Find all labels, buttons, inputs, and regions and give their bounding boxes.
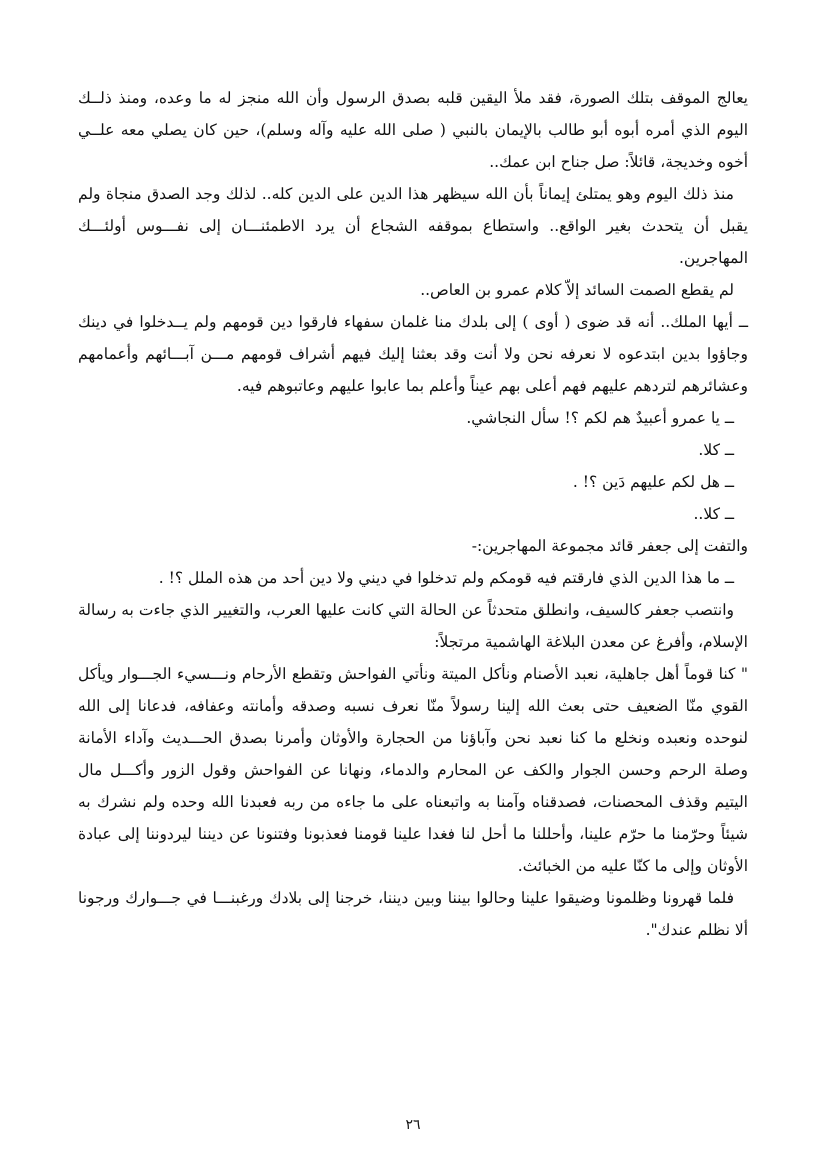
paragraph-10: ــ ما هذا الدين الذي فارقتم فيه قومكم ولم تدخلوا في ديني ولا دين أحد من هذه الملل ؟! . — [158, 569, 734, 587]
paragraph-9: والتفت إلى جعفر قائد مجموعة المهاجرين:- — [471, 537, 748, 555]
page-body — [78, 82, 748, 946]
paragraph-6: ــ كلا. — [698, 441, 734, 459]
paragraph-11: وانتصب جعفر كالسيف، وانطلق متحدثاً عن الحالة التي كانت عليها العرب، والتغيير الذي جاءت به رسالة الإسلام، وأفرغ عن معدن البلاغة الهاشمية مرتجلاً: — [78, 601, 748, 651]
paragraph-2: منذ ذلك اليوم وهو يمتلئ إيماناً بأن الله سيظهر هذا الدين على الدين كله.. لذلك وجد الصدق منجاة ولم يقبل أن يتحدث بغير الواقع.. واستطاع بموقفه الشجاع أن يرد الاطمئنـــان إلى نفـــوس أولئـــك المهاجرين. — [78, 185, 748, 267]
paragraph-3: لم يقطع الصمت السائد إلاّ كلام عمرو بن العاص.. — [420, 281, 734, 299]
paragraph-12: " كنا قوماً أهل جاهلية، نعبد الأصنام ونأكل الميتة ونأتي الفواحش وتقطع الأرحام ونـــسيء الجـــوار ويأكل القوي منّا الضعيف حتى بعث الله إلينا رسولاً منّا نعرف نسبه وصدقه وأمانته وعفافه، فدعانا إلى الله لنوحده ونعبده ونخلع ما كنا نعبد نحن وآباؤنا من الحجارة والأوثان وأمرنا بصدق الحـــديث وآداء الأمانة وصلة الرحم وحسن الجوار والكف عن المحارم والدماء، ونهانا عن الفواحش وقول الزور وأكـــل مال اليتيم وقذف المحصنات، فصدقناه وآمنا به واتبعناه على ما جاءه من ربه فعبدنا الله وحده ولم نشرك به شيئاً وحرّمنا ما حرّم علينا، وأحللنا ما أحل لنا فغدا علينا قومنا فعذبونا وفتنونا عن ديننا ليردوننا إلى عبادة الأوثان وإلى ما كنّا عليه من الخبائث. — [78, 665, 748, 875]
paragraph-7: ــ هل لكم عليهم دَين ؟! . — [572, 473, 734, 491]
paragraph-8: ــ كلا.. — [693, 505, 734, 523]
paragraph-1: يعالج الموقف بتلك الصورة، فقد ملأ اليقين قلبه بصدق الرسول وأن الله منجز له ما وعده، ومنذ ذلــك اليوم الذي أمره أبوه أبو طالب بالإيمان بالنبي ( صلى الله عليه وآله وسلم)، حين كان يصلي معه علــي أخوه وخديجة، قائلاً: صل جناح ابن عمك.. — [78, 89, 748, 171]
page-number: ٢٦ — [405, 1117, 421, 1133]
paragraph-13: فلما قهرونا وظلمونا وضيقوا علينا وحالوا بيننا وبين ديننا، خرجنا إلى بلادك ورغبنـــا في جـــوارك ورجونا ألا نظلم عندك". — [78, 889, 748, 939]
paragraph-4: ــ أيها الملك.. أنه قد ضوى ( أوى ) إلى بلدك منا غلمان سفهاء فارقوا دين قومهم ولم يــدخلوا في دينك وجاؤوا بدين ابتدعوه لا نعرفه نحن ولا أنت وقد بعثنا إليك فيهم أشراف قومهم مـــن آبـــائهم وأعمامهم وعشائرهم لتردهم عليهم فهم أعلى بهم عيناً وأعلم بما عابوا عليهم وعاتبوهم فيه. — [78, 313, 748, 395]
paragraph-5: ــ يا عمرو أعبيدٌ هم لكم ؟! سأل النجاشي. — [466, 409, 734, 427]
